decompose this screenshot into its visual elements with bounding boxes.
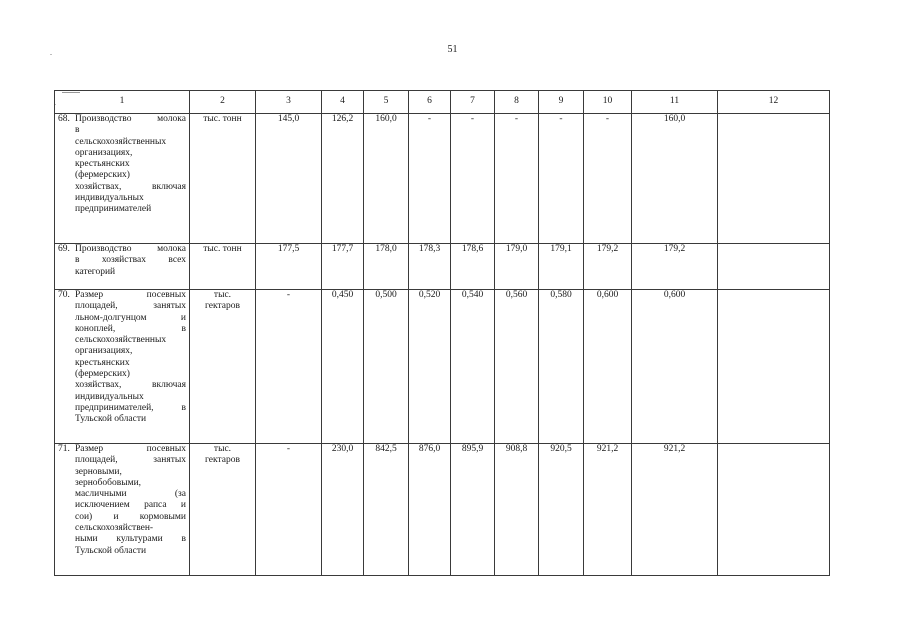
description-line: сельскохозяйственных [75, 136, 167, 147]
description-line: Размер посевных [75, 444, 186, 454]
description-line: (фермерских) [75, 170, 130, 181]
description-line: Производство молока [75, 114, 186, 124]
value-cell: 920,5 [539, 444, 584, 576]
value-cell: - [256, 290, 322, 444]
value-cell: 876,0 [409, 444, 451, 576]
value-cell: 895,9 [451, 444, 495, 576]
header-cell: 1 [55, 91, 190, 114]
unit-cell [190, 244, 256, 290]
description-line: зерновыми, [75, 466, 122, 477]
value-cell: 179,2 [632, 244, 718, 290]
description-line: категорий [75, 266, 116, 277]
description-line: предпринимателей [75, 204, 152, 215]
description-line: хозяйствах, включая [75, 181, 186, 192]
value-cell: 177,5 [256, 244, 322, 290]
description-line: исключением рапса и [75, 500, 186, 511]
indicator-description [75, 114, 186, 216]
header-row [55, 91, 830, 114]
indicator-cell [55, 444, 190, 576]
value-cell: 178,0 [364, 244, 409, 290]
description-line: площадей, занятых [75, 455, 186, 466]
value-cell: 0,560 [495, 290, 539, 444]
value-cell: 177,7 [322, 244, 364, 290]
value-cell [718, 114, 830, 244]
description-line: хозяйствах, включая [75, 380, 186, 391]
unit-line: тыс. [213, 290, 232, 300]
unit-line: тыс. тонн [203, 114, 242, 124]
header-cell: 12 [718, 91, 830, 114]
header-cell: 9 [539, 91, 584, 114]
description-line: ными культурами в [75, 534, 186, 545]
description-line: сои) и кормовыми [75, 511, 186, 522]
description-line: крестьянских [75, 159, 130, 170]
value-cell: 0,520 [409, 290, 451, 444]
description-line: организациях, [75, 147, 133, 158]
value-cell: 160,0 [364, 114, 409, 244]
indicator-cell [55, 244, 190, 290]
value-cell: - [539, 114, 584, 244]
value-cell: 908,8 [495, 444, 539, 576]
description-line: коноплей, в [75, 323, 186, 334]
row-number: 68. [58, 114, 70, 124]
value-cell: 178,3 [409, 244, 451, 290]
description-line: индивидуальных [75, 391, 144, 402]
value-cell: - [409, 114, 451, 244]
description-line: (фермерских) [75, 369, 130, 380]
row-number: 69. [58, 244, 70, 254]
unit-cell [190, 444, 256, 576]
value-cell [718, 290, 830, 444]
indicator-description [75, 444, 186, 557]
header-cell: 8 [495, 91, 539, 114]
indicator-description [75, 244, 186, 278]
description-line: организациях, [75, 346, 133, 357]
header-cell: 7 [451, 91, 495, 114]
description-line: Тульской области [75, 545, 147, 556]
description-line: крестьянских [75, 357, 130, 368]
description-line: льном-долгунцом и [75, 312, 186, 323]
description-line: сельскохозяйственных [75, 335, 167, 346]
value-cell: 0,500 [364, 290, 409, 444]
value-cell: 0,540 [451, 290, 495, 444]
table-row [55, 244, 830, 290]
description-line: в хозяйствах всех [75, 255, 186, 266]
value-cell: - [495, 114, 539, 244]
description-line: предпринимателей, в [75, 402, 186, 413]
description-line: в [75, 125, 80, 136]
header-cell: 5 [364, 91, 409, 114]
value-cell: - [584, 114, 632, 244]
description-line: Размер посевных [75, 290, 186, 300]
value-cell: 230,0 [322, 444, 364, 576]
data-table [54, 90, 830, 576]
description-line: Тульской области [75, 414, 147, 425]
unit-line: тыс. тонн [203, 244, 242, 254]
description-line: индивидуальных [75, 193, 144, 204]
table-row [55, 114, 830, 244]
value-cell: 921,2 [584, 444, 632, 576]
description-line: масличными (за [75, 489, 186, 500]
indicator-cell [55, 290, 190, 444]
value-cell [718, 244, 830, 290]
value-cell: - [451, 114, 495, 244]
margin-dot: . [50, 48, 52, 57]
value-cell: 0,450 [322, 290, 364, 444]
value-cell: 179,0 [495, 244, 539, 290]
value-cell: 0,600 [584, 290, 632, 444]
row-number: 71. [58, 444, 70, 454]
value-cell: 145,0 [256, 114, 322, 244]
header-cell: 2 [190, 91, 256, 114]
table-row [55, 444, 830, 576]
header-cell: 10 [584, 91, 632, 114]
value-cell: 160,0 [632, 114, 718, 244]
header-cell: 3 [256, 91, 322, 114]
value-cell: 842,5 [364, 444, 409, 576]
value-cell [718, 444, 830, 576]
description-line: зернобобовыми, [75, 477, 142, 488]
value-cell: 921,2 [632, 444, 718, 576]
value-cell: 0,600 [632, 290, 718, 444]
value-cell: 126,2 [322, 114, 364, 244]
description-line: площадей, занятых [75, 301, 186, 312]
value-cell: 179,2 [584, 244, 632, 290]
unit-cell [190, 290, 256, 444]
unit-line: гектаров [205, 301, 240, 312]
unit-line: гектаров [205, 455, 240, 466]
unit-line: тыс. [213, 444, 232, 454]
page-number: 51 [447, 44, 458, 55]
margin-dot: . [54, 98, 56, 107]
description-line: сельскохозяйствен- [75, 523, 154, 534]
row-number: 70. [58, 290, 70, 300]
value-cell: 179,1 [539, 244, 584, 290]
unit-cell [190, 114, 256, 244]
value-cell: 0,580 [539, 290, 584, 444]
indicator-description [75, 290, 186, 426]
header-cell: 11 [632, 91, 718, 114]
value-cell: 178,6 [451, 244, 495, 290]
value-cell: - [256, 444, 322, 576]
indicator-cell [55, 114, 190, 244]
description-line: Производство молока [75, 244, 186, 254]
header-cell: 6 [409, 91, 451, 114]
table-row [55, 290, 830, 444]
header-cell: 4 [322, 91, 364, 114]
